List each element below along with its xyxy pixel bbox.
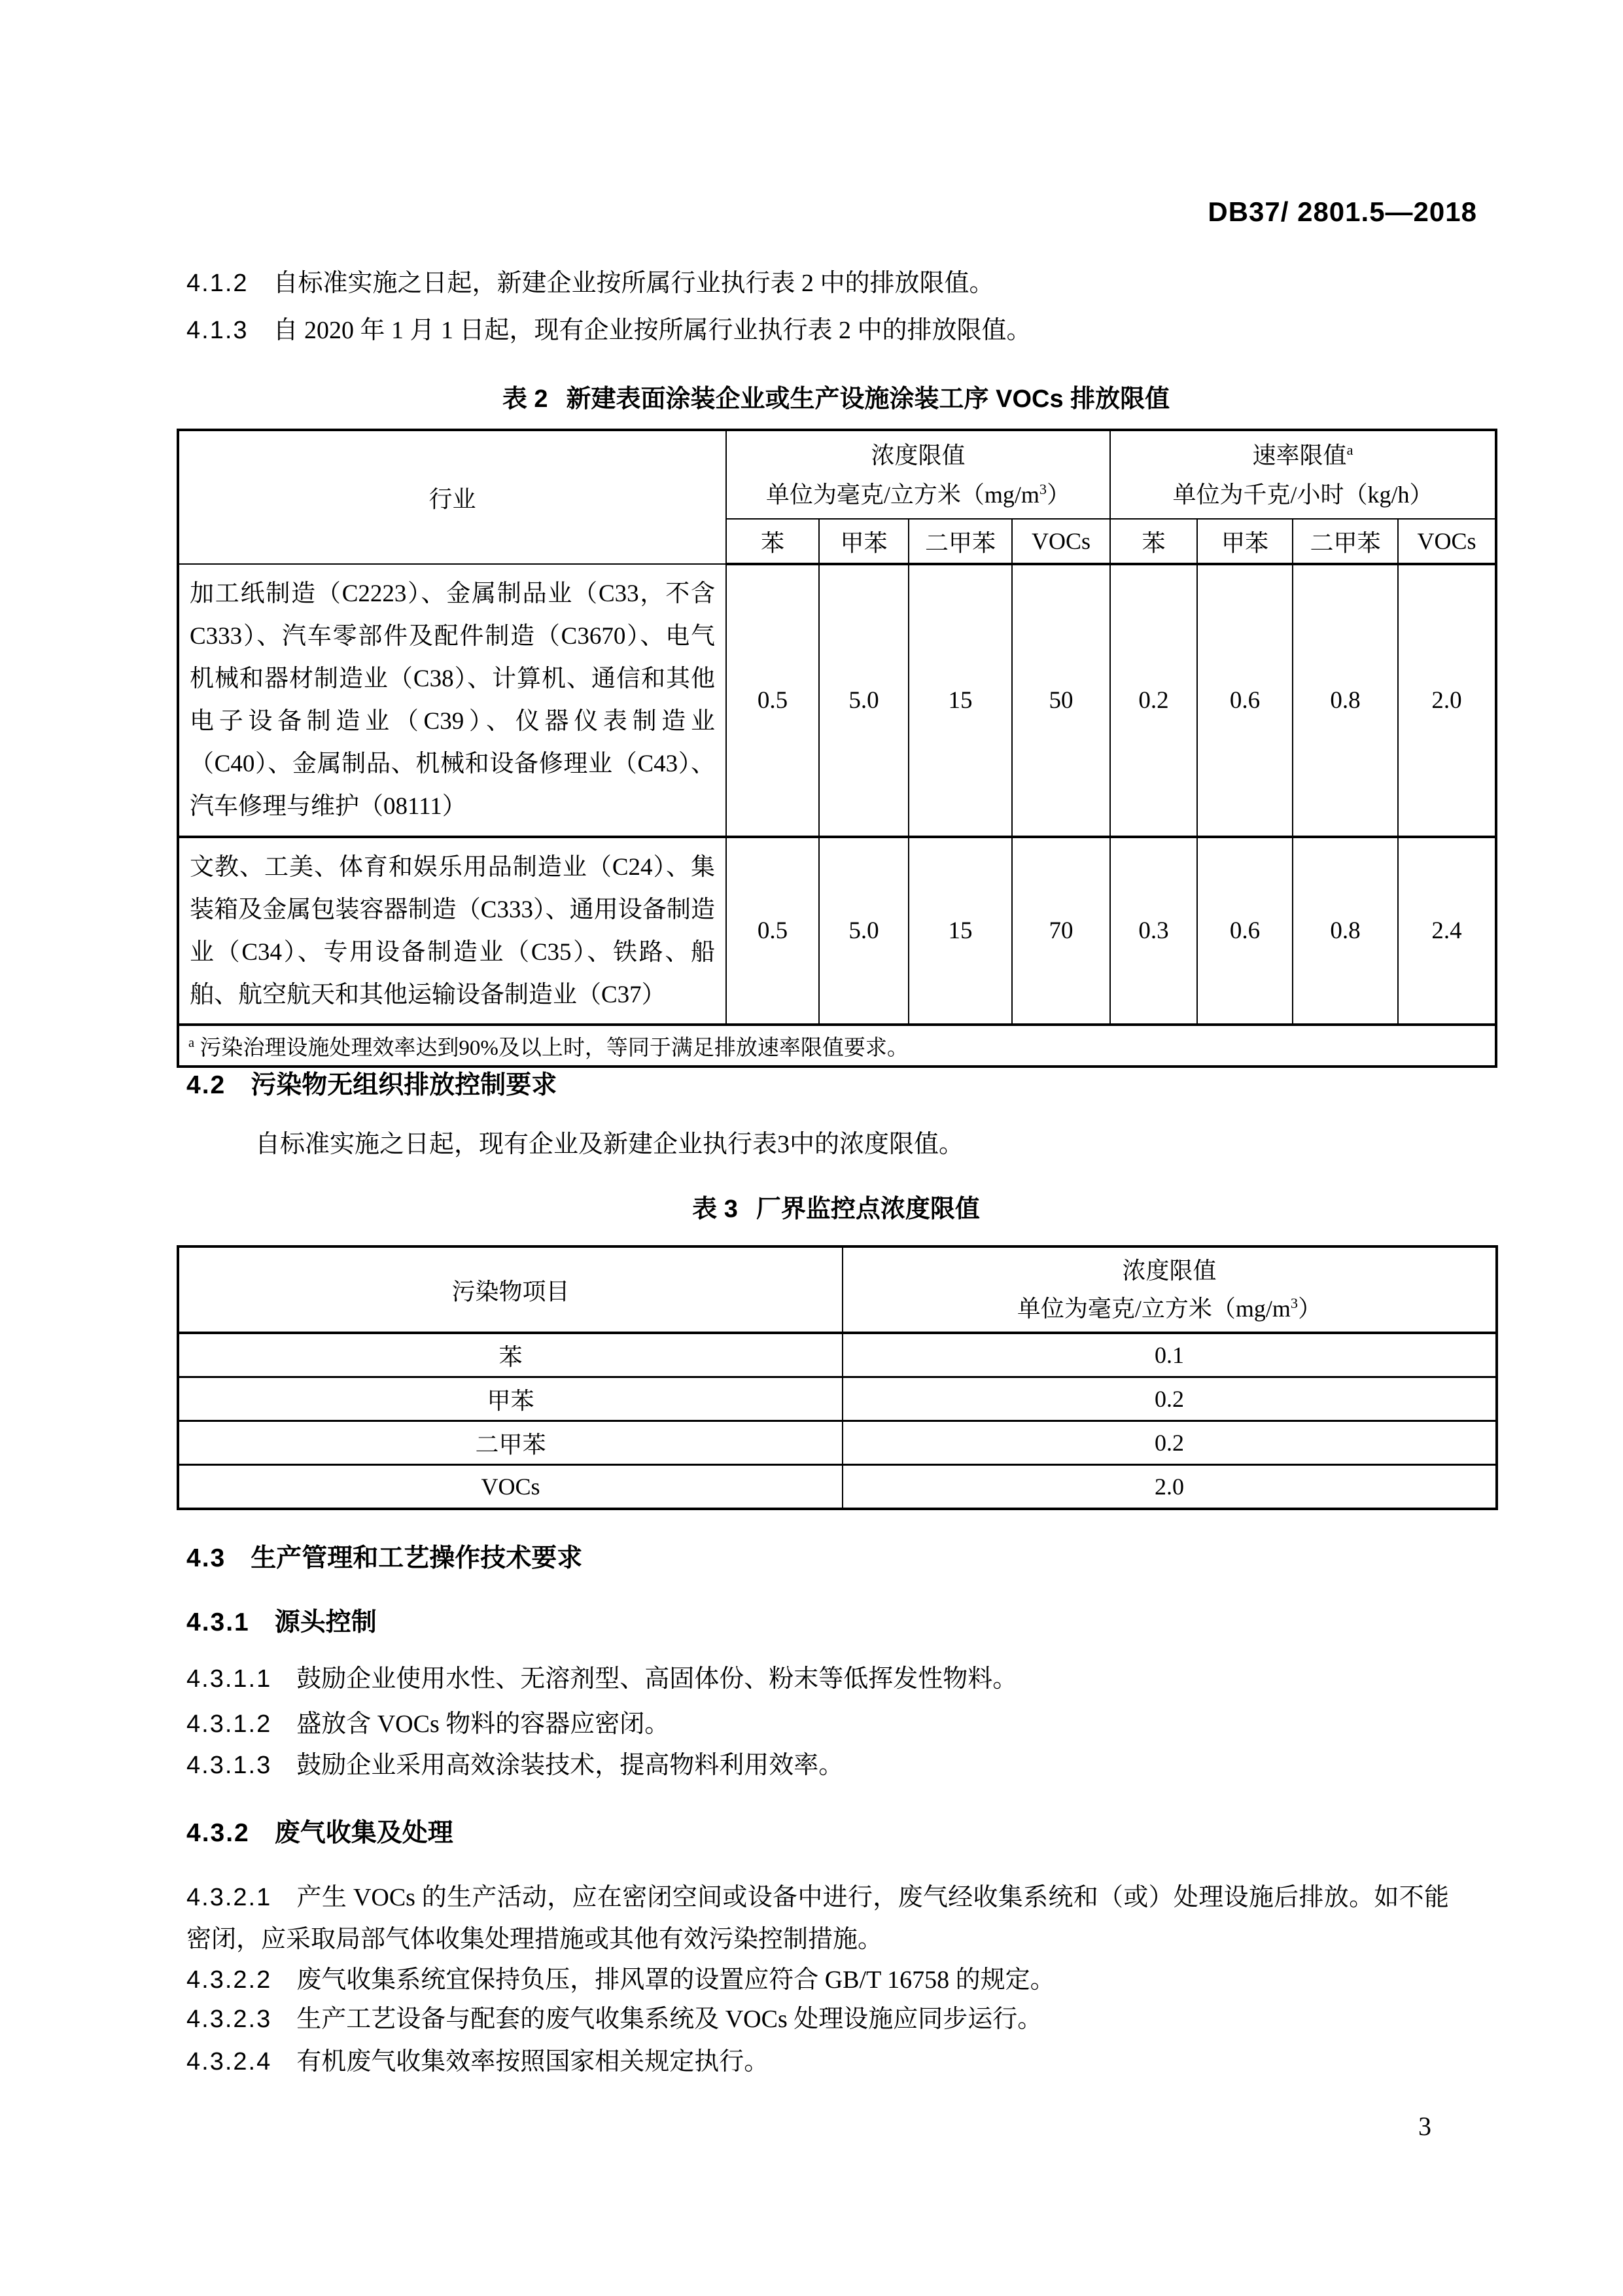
table3-row-toluene (178, 1377, 1497, 1421)
table2-footnote (178, 1025, 1496, 1067)
table2-row-2 (178, 837, 1496, 1025)
clause-text: 盛放含 VOCs 物料的容器应密闭。 (296, 1710, 670, 1738)
unit-superscript: 3 (1039, 480, 1047, 497)
subcol-vocs: VOCs (1398, 519, 1496, 564)
value-cell: 0.1 (843, 1333, 1497, 1377)
value-cell: 5.0 (819, 837, 909, 1025)
rate-limit-label (1111, 436, 1495, 475)
subcol-toluene: 甲苯 (1197, 519, 1293, 564)
clause-number: 4.3.1.2 (186, 1710, 272, 1738)
clause-number: 4.3.2.3 (186, 2005, 272, 2033)
heading-number: 4.2 (186, 1071, 226, 1099)
standard-number-header: DB37/ 2801.5—2018 (1208, 196, 1477, 227)
clause-number: 4.3.1.3 (186, 1752, 272, 1779)
paragraph-4-3-2-3 (186, 2003, 1449, 2036)
value-cell: 70 (1012, 837, 1110, 1025)
clause-number: 4.3.2.4 (186, 2048, 272, 2075)
heading-number: 4.3.1 (186, 1608, 250, 1636)
unit-superscript: 3 (1290, 1295, 1299, 1311)
value-cell: 5.0 (819, 564, 909, 837)
paragraph-4-3-1-1 (186, 1663, 1449, 1695)
table2-rate-header (1110, 430, 1496, 519)
clause-text: 自 2020 年 1 月 1 日起，现有企业按所属行业执行表 2 中的排放限值。 (273, 317, 1032, 344)
subcol-xylene: 二甲苯 (909, 519, 1012, 564)
subcol-benzene: 苯 (726, 519, 819, 564)
clause-number: 4.3.2.2 (186, 1966, 272, 1994)
value-cell: 15 (909, 564, 1012, 837)
value-cell: 0.3 (1110, 837, 1197, 1025)
clause-text: 废气收集系统宜保持负压，排风罩的设置应符合 GB/T 16758 的规定。 (296, 1966, 1055, 1994)
concentration-unit-label (727, 475, 1109, 514)
heading-text: 污染物无组织排放控制要求 (251, 1071, 557, 1099)
value-cell: 15 (909, 837, 1012, 1025)
footnote-text: 污染治理设施处理效率达到90%及以上时，等同于满足排放速率限值要求。 (200, 1036, 909, 1060)
table3-boundary-limits (177, 1245, 1498, 1510)
pollutant-cell: VOCs (178, 1465, 843, 1510)
table2-footnote-row (178, 1025, 1496, 1067)
value-cell: 2.0 (1398, 564, 1496, 837)
paragraph-4-1-3 (186, 314, 1449, 347)
clause-number: 4.3.2.1 (186, 1884, 272, 1911)
clause-number: 4.1.2 (186, 270, 249, 297)
value-cell: 0.8 (1293, 564, 1398, 837)
table2-emission-limits (177, 429, 1497, 1068)
value-cell: 2.4 (1398, 837, 1496, 1025)
unit-text: 单位为毫克/立方米（mg/m (765, 481, 1039, 508)
value-cell: 0.6 (1197, 837, 1293, 1025)
unit-close: ） (1298, 1296, 1322, 1322)
table3-title-text: 厂界监控点浓度限值 (756, 1195, 980, 1223)
heading-4-3-1 (186, 1602, 377, 1638)
concentration-limit-label: 浓度限值 (871, 442, 966, 468)
subcol-benzene: 苯 (1110, 519, 1197, 564)
industry-cell: 文教、工美、体育和娱乐用品制造业（C24）、集装箱及金属包装容器制造（C333）、通用设备制造业（C34）、专用设备制造业（C35）、铁路、船舶、航空航天和其他运输设备制造业（C37） (178, 837, 726, 1025)
heading-text: 生产管理和工艺操作技术要求 (251, 1544, 583, 1572)
table2-row-1 (178, 564, 1496, 837)
clause-number: 4.1.3 (186, 317, 249, 344)
heading-number: 4.3.2 (186, 1819, 250, 1847)
paragraph-4-1-2 (186, 267, 1449, 300)
industry-cell: 加工纸制造（C2223）、金属制品业（C33，不含 C333）、汽车零部件及配件制造（C3670）、电气机械和器材制造业（C38）、计算机、通信和其他电子设备制造业（C39）、仪器仪表制造业（C40）、金属制品、机械和设备修理业（C43）、汽车修理与维护（08111） (178, 564, 726, 837)
paragraph-4-2-body: 自标准实施之日起，现有企业及新建企业执行表3中的浓度限值。 (255, 1131, 964, 1158)
table3-row-vocs (178, 1465, 1497, 1510)
value-cell: 0.8 (1293, 837, 1398, 1025)
table3-title (177, 1188, 1495, 1224)
value-cell: 0.5 (726, 837, 819, 1025)
table2-concentration-header (726, 430, 1110, 519)
clause-text: 自标准实施之日起，新建企业按所属行业执行表 2 中的排放限值。 (273, 270, 994, 297)
table3-title-label: 表 3 (692, 1195, 738, 1223)
clause-text: 有机废气收集效率按照国家相关规定执行。 (296, 2048, 769, 2075)
table2-title-text: 新建表面涂装企业或生产设施涂装工序 VOCs 排放限值 (566, 385, 1170, 413)
table3-header-row (178, 1246, 1497, 1333)
value-cell: 50 (1012, 564, 1110, 837)
footnote-ref-superscript: a (1346, 441, 1353, 458)
heading-4-3 (186, 1538, 582, 1574)
heading-number: 4.3 (186, 1544, 226, 1572)
subcol-toluene: 甲苯 (819, 519, 909, 564)
paragraph-4-3-2-1 (186, 1877, 1449, 1960)
heading-4-3-2 (186, 1812, 453, 1849)
unit-text: 单位为毫克/立方米（mg/m (1017, 1296, 1291, 1322)
table2-title-label: 表 2 (502, 385, 548, 413)
table3-pollutant-header: 污染物项目 (178, 1246, 843, 1333)
table2-title (177, 378, 1495, 414)
footnote-marker: a (188, 1035, 195, 1050)
heading-text: 源头控制 (274, 1608, 377, 1636)
table2-group-header-row (178, 430, 1496, 519)
pollutant-cell: 苯 (178, 1333, 843, 1377)
unit-close: ） (1047, 481, 1071, 508)
clause-text: 鼓励企业采用高效涂装技术，提高物料利用效率。 (296, 1752, 844, 1779)
paragraph-4-3-1-3 (186, 1749, 1449, 1782)
rate-unit-label: 单位为千克/小时（kg/h） (1172, 481, 1433, 508)
value-cell: 0.6 (1197, 564, 1293, 837)
pollutant-cell: 甲苯 (178, 1377, 843, 1421)
page-number: 3 (1418, 2111, 1431, 2141)
clause-text: 鼓励企业使用水性、无溶剂型、高固体份、粉末等低挥发性物料。 (296, 1665, 1018, 1693)
table3-row-benzene (178, 1333, 1497, 1377)
value-cell: 0.2 (843, 1377, 1497, 1421)
subcol-xylene: 二甲苯 (1293, 519, 1398, 564)
table3-row-xylene (178, 1421, 1497, 1465)
paragraph-4-3-2-4 (186, 2045, 1449, 2078)
table3-limit-header (843, 1246, 1497, 1333)
rate-text: 速率限值 (1252, 442, 1347, 468)
clause-text: 生产工艺设备与配套的废气收集系统及 VOCs 处理设施应同步运行。 (296, 2005, 1043, 2033)
limit-unit (843, 1290, 1495, 1328)
heading-text: 废气收集及处理 (274, 1819, 453, 1847)
limit-title: 浓度限值 (1122, 1258, 1217, 1284)
value-cell: 2.0 (843, 1465, 1497, 1510)
clause-number: 4.3.1.1 (186, 1665, 272, 1693)
value-cell: 0.2 (1110, 564, 1197, 837)
heading-4-2 (186, 1065, 557, 1101)
paragraph-4-3-1-2 (186, 1708, 1449, 1740)
table2-industry-header: 行业 (178, 430, 726, 564)
value-cell: 0.5 (726, 564, 819, 837)
subcol-vocs: VOCs (1012, 519, 1110, 564)
paragraph-4-3-2-2 (186, 1964, 1449, 1996)
pollutant-cell: 二甲苯 (178, 1421, 843, 1465)
clause-text: 产生 VOCs 的生产活动，应在密闭空间或设备中进行，废气经收集系统和（或）处理设施后排放。如不能密闭，应采取局部气体收集处理措施或其他有效污染控制措施。 (186, 1884, 1449, 1953)
value-cell: 0.2 (843, 1421, 1497, 1465)
